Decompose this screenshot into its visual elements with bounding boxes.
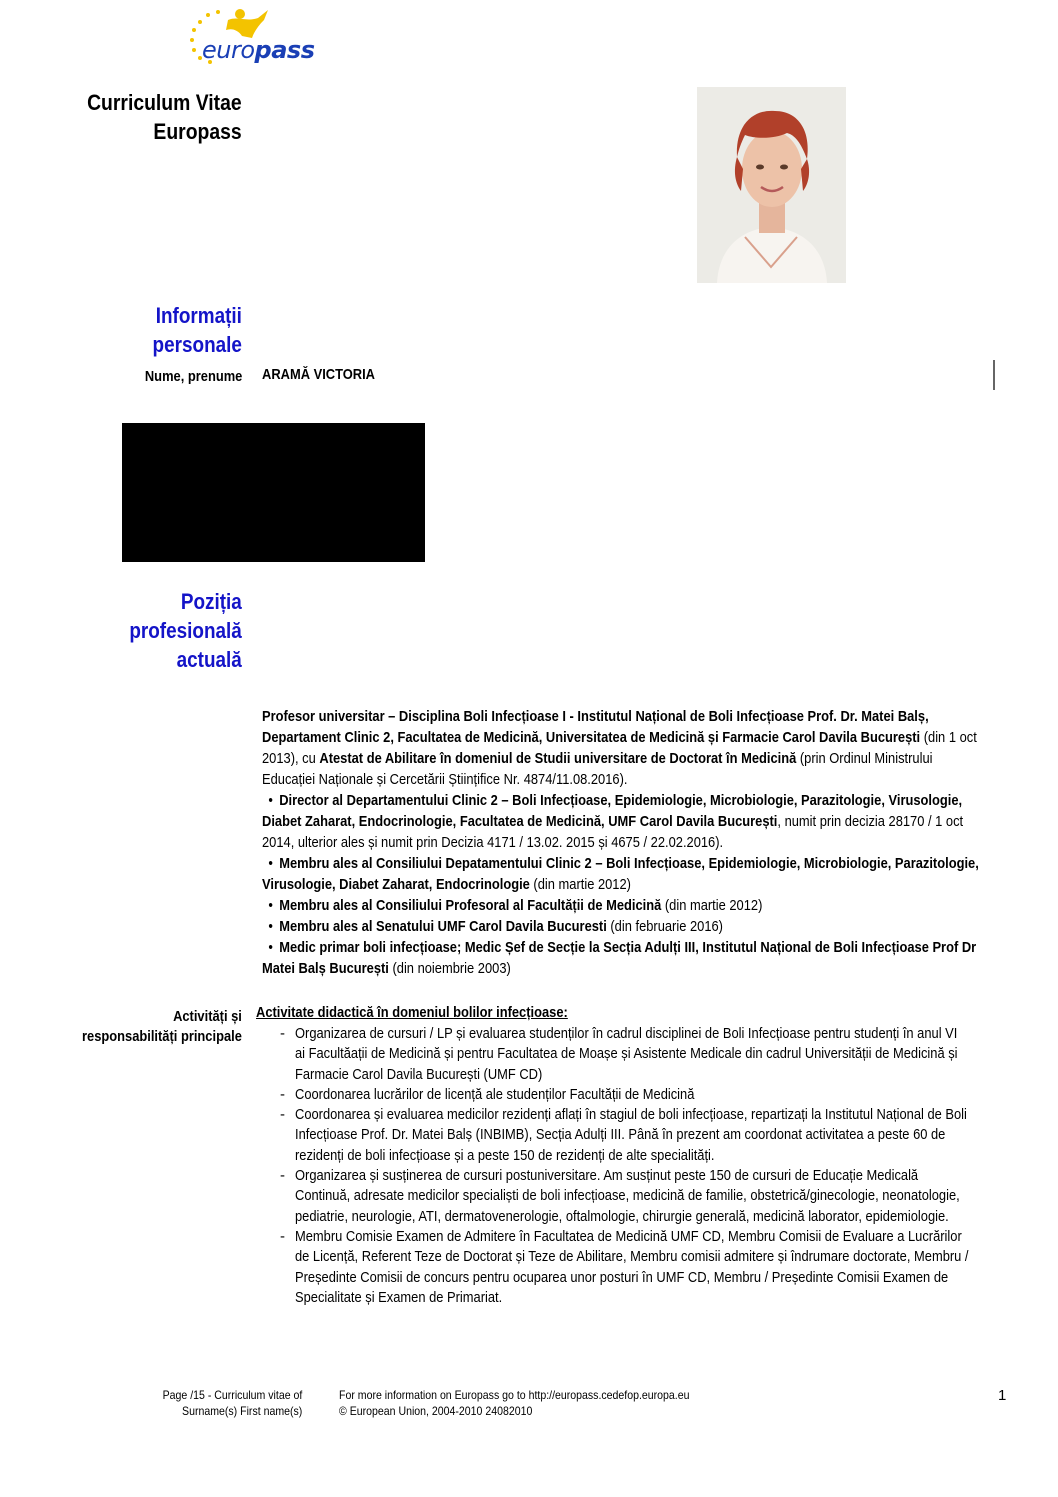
bullet-icon: • [268, 792, 273, 809]
activities-title: Activitate didactică în domeniul bolilor infecțioase: [256, 1004, 568, 1021]
activity-item: - Coordonarea și evaluarea medicilor rezidenți aflați în stagiul de boli infecțioase, repartizați la Institutul Național de Boli Infecțioase Prof. Dr. Matei Balș (INBIMB), Secția Adulți III. Până în prezent am coordonat activitatea a peste 60 de rezidenți de boli infecțioase și a peste 150 de rezidenți de alte specialități. [278, 1105, 990, 1166]
profile-photo [697, 87, 846, 283]
bullet-icon: • [268, 855, 273, 872]
bullet-icon: • [268, 918, 273, 935]
personal-info-heading: Informații personale [152, 303, 242, 357]
position-item: • Membru ales al Consiliului Depatamentului Clinic 2 – Boli Infecțioase, Epidemiologie, Microbiologie, Parazitologie, Virusologie, Diabet Zaharat, Endocrinologie (din martie 2012) [262, 855, 979, 893]
footer-middle: For more information on Europass go to http://europass.cedefop.europa.eu © European Union, 2004-2010 24082010 [339, 1388, 690, 1418]
activity-item: - Organizarea și susținerea de cursuri postuniversitare. Am susținut peste 150 de cursuri de Educație Medicală Continuă, adresate medicilor specialiști de boli infecțioase, medicină de familie, obstetrică/ginecologie, neonatologie, pediatrie, neurologie, ATI, dermatovenerologie, oftalmologie, chirurgie generală, medicină laborator, epidemiologie. [278, 1166, 990, 1227]
position-heading: Poziția profesională actuală [129, 589, 242, 672]
bullet-icon: • [268, 939, 273, 956]
bullet-icon: • [268, 897, 273, 914]
redacted-block [122, 423, 425, 562]
page-number: 1 [998, 1387, 1007, 1404]
position-item: • Director al Departamentului Clinic 2 – Boli Infecțioase, Epidemiologie, Microbiologie, Parazitologie, Virusologie, Diabet Zaharat, Endocrinologie, Facultatea de Medicină, UMF Carol Davila București, numit prin decizia 28170 / 1 oct 2014, ulterior ales și numit prin Decizia 4171 / 13.02. 2015 și 4675 / 22.02.2016). [262, 792, 964, 851]
europass-logo: europass [180, 2, 310, 72]
position-paragraph: Profesor universitar – Disciplina Boli Infecțioase I - Institutul Național de Boli Infecțioase Prof. Dr. Matei Balș, Departament Clinic 2, Facultatea de Medicină, Universitatea de Medicină și Farmacie Carol Davila București (din 1 oct 2013), cu Atestat de Abilitare în domeniul de Studii universitare de Doctorat în Medicină (prin Ordinul Ministrului Educației Naționale și Cercetării Științifice Nr. 4874/11.08.2016). [262, 708, 977, 788]
name-value: ARAMĂ VICTORIA [262, 366, 375, 383]
position-content [262, 706, 982, 979]
activity-item: - Organizarea de cursuri / LP și evaluarea studenților în cadrul disciplinei de Boli Infecțioase pentru studenți în anul VI ai Facultăații de Medicină și pentru Facultatea de Moașe și Asistente Medicale din cadrul Universității de Medicină și Farmacie Carol Davila București (UMF CD) [278, 1024, 990, 1085]
cv-title: Curriculum Vitae Europass [87, 90, 242, 144]
position-item: • Medic primar boli infecțioase; Medic Șef de Secție la Secția Adulți III, Institutul Național de Boli Infecțioase Prof Dr Matei Balș București (din noiembrie 2003) [262, 939, 977, 977]
name-label: Nume, prenume [144, 368, 242, 385]
footer-left: Page /15 - Curriculum vitae of Surname(s) First name(s) [162, 1388, 303, 1418]
position-item: • Membru ales al Consiliului Profesoral al Facultății de Medicină (din martie 2012) [262, 895, 980, 916]
margin-bar [993, 360, 995, 390]
activities-label: Activități și responsabilități principale [82, 1008, 242, 1045]
activities-list [278, 1024, 990, 1308]
activity-item: - Coordonarea lucrărilor de licență ale studenților Facultății de Medicină [278, 1085, 990, 1105]
activity-item: - Membru Comisie Examen de Admitere în Facultatea de Medicină UMF CD, Membru Comisii de Evaluare a Lucrărilor de Licență, Referent Teze de Doctorat și Teze de Abilitare, Membru comisii admitere și îndrumare doctorate, Membru / Președinte Comisii de concurs pentru ocuparea unor posturi în UMF CD, Membru / Președinte Comisii Examen de Specialitate și Examen de Primariat. [278, 1227, 990, 1308]
position-item: • Membru ales al Senatului UMF Carol Davila Bucuresti (din februarie 2016) [262, 916, 980, 937]
